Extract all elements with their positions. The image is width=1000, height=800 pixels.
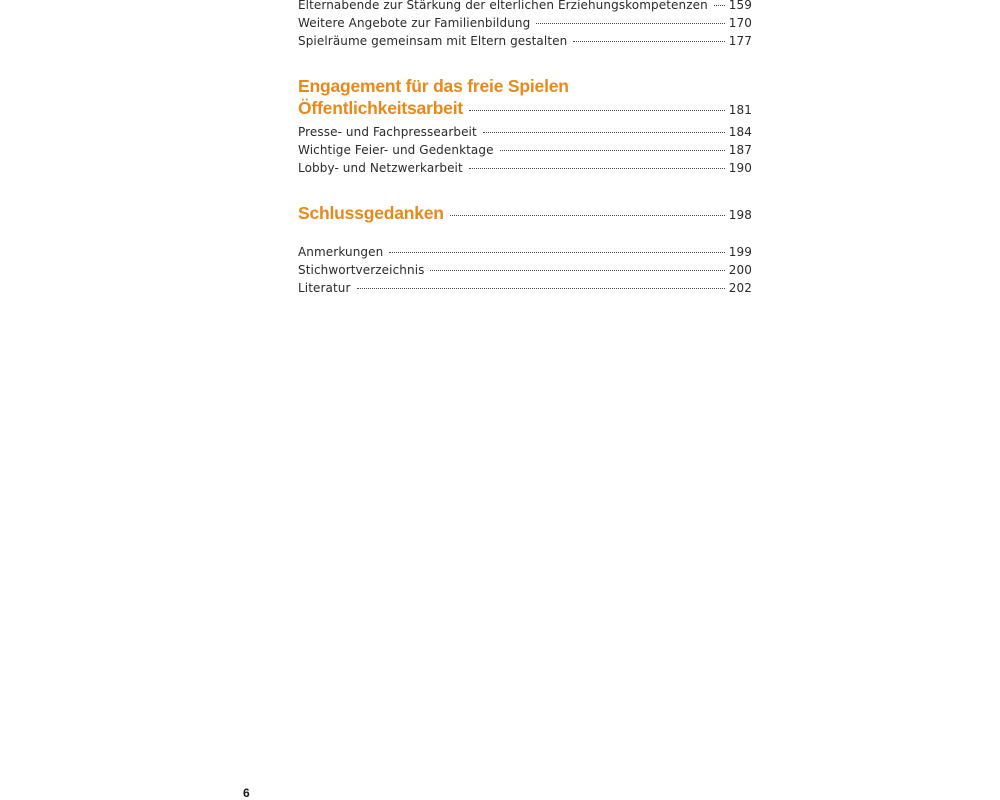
section-heading: Schlussgedanken bbox=[298, 203, 444, 223]
dot-leader bbox=[573, 41, 724, 42]
toc-entry-page: 199 bbox=[728, 245, 752, 259]
toc-entry-page: 177 bbox=[728, 34, 752, 48]
section-heading-entry[interactable] bbox=[298, 202, 752, 224]
toc-entry[interactable] bbox=[298, 123, 752, 141]
dot-leader bbox=[500, 150, 725, 151]
toc-entry[interactable] bbox=[298, 243, 752, 261]
section-heading-line1[interactable]: Engagement für das freie Spielen bbox=[298, 76, 569, 96]
toc-entry[interactable] bbox=[298, 261, 752, 279]
toc-entry-label: Spielräume gemeinsam mit Eltern gestalten bbox=[298, 34, 568, 48]
dot-leader bbox=[714, 5, 725, 6]
dot-leader bbox=[536, 23, 724, 24]
toc-entry[interactable] bbox=[298, 159, 752, 177]
toc-entry-label: Presse- und Fachpressearbeit bbox=[298, 125, 477, 139]
toc-entry[interactable] bbox=[298, 279, 752, 297]
toc-entry-page: 200 bbox=[728, 263, 752, 277]
toc-entry[interactable] bbox=[298, 0, 752, 14]
toc-entry-label: Elternabende zur Stärkung der elterlichen Erziehungskompetenzen bbox=[298, 0, 708, 12]
toc-entry-label: Weitere Angebote zur Familienbildung bbox=[298, 16, 531, 30]
dot-leader bbox=[357, 288, 725, 289]
dot-leader bbox=[389, 252, 724, 253]
dot-leader bbox=[450, 215, 725, 216]
spacer bbox=[298, 50, 752, 75]
page-number: 6 bbox=[243, 786, 250, 800]
toc-entry-page: 170 bbox=[728, 16, 752, 30]
section-heading-page: 198 bbox=[728, 208, 752, 222]
toc-entry[interactable] bbox=[298, 14, 752, 32]
section-heading-line2: Öffentlichkeitsarbeit bbox=[298, 98, 464, 118]
section-heading-page: 181 bbox=[728, 103, 752, 117]
table-of-contents bbox=[298, 0, 752, 297]
toc-entry-page: 190 bbox=[728, 161, 752, 175]
toc-entry[interactable] bbox=[298, 141, 752, 159]
toc-entry-label: Anmerkungen bbox=[298, 245, 384, 259]
toc-entry-page: 159 bbox=[728, 0, 752, 12]
toc-entry-label: Lobby- und Netzwerkarbeit bbox=[298, 161, 463, 175]
section-heading-entry[interactable] bbox=[298, 97, 752, 119]
toc-entry-label: Literatur bbox=[298, 281, 351, 295]
toc-entry-label: Wichtige Feier- und Gedenktage bbox=[298, 143, 494, 157]
dot-leader bbox=[430, 270, 724, 271]
spacer bbox=[298, 224, 752, 243]
toc-entry-label: Stichwortverzeichnis bbox=[298, 263, 425, 277]
toc-entry[interactable] bbox=[298, 32, 752, 50]
toc-entry-page: 187 bbox=[728, 143, 752, 157]
dot-leader bbox=[469, 168, 725, 169]
toc-entry-page: 184 bbox=[728, 125, 752, 139]
dot-leader bbox=[469, 110, 725, 111]
spacer bbox=[298, 177, 752, 202]
dot-leader bbox=[483, 132, 725, 133]
toc-entry-page: 202 bbox=[728, 281, 752, 295]
